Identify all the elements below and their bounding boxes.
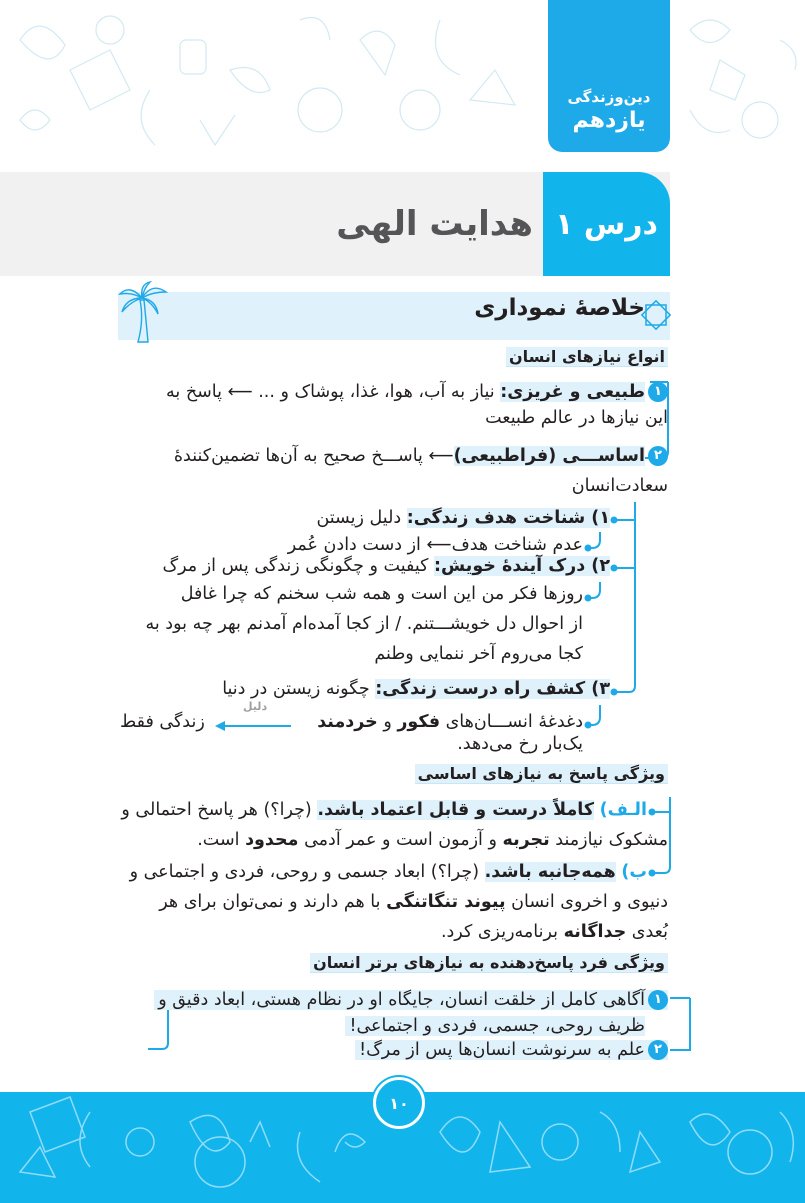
section-heading-responder-features: ویژگی فرد پاسخ‌دهنده به نیازهای برتر انسان (310, 953, 668, 973)
responder-item-1-line2: ظریف روحی، جسمی، فردی و اجتماعی! (345, 1016, 645, 1036)
text-segment: با هم دارند و نمی‌توان برای هر (159, 892, 387, 912)
responder-item-2-line1: علم به سرنوشت انسان‌ها پس از مرگ! (359, 1040, 645, 1060)
feature-b-text: (چرا؟) ابعاد جسمی و روحی، فردی و اجتماعی و (129, 862, 485, 882)
text-segment: دغدغهٔ انســـان‌های (440, 712, 583, 732)
poem-line-1: روزها فکر من این است و همه شب سخنم که چرا غافل (180, 584, 583, 604)
bold-segment: پیوند تنگاتنگی (386, 892, 506, 912)
need-item-1-line2: این نیازها در عالم طبیعت (485, 408, 668, 428)
text-segment: و (377, 712, 398, 732)
feature-a-bold: کاملاً درست و قابل اعتماد باشد. (317, 800, 595, 820)
arrow-result: زندگی فقط (120, 712, 205, 732)
sub-item-1-text: دلیل زیستن (316, 508, 407, 528)
need-item-2-text: ⟵ پاســـخ صحیح به آن‌ها تضمین‌کنندهٔ (173, 446, 454, 466)
text-segment: است. (197, 830, 246, 850)
bold-segment: فکور (397, 712, 441, 732)
sub-item-1-child: عدم شناخت هدف⟵ از دست دادن عُمر (287, 535, 583, 555)
poem-line-3: کجا می‌روم آخر ننمایی وطنم (374, 644, 583, 664)
poem-line-2: از احوال دل خویشـــتنم. / از کجا آمده‌ام آمدنم بهر چه بود به (145, 614, 583, 634)
responder-item-1-line1: آگاهی کامل از خلقت انسان، جایگاه او در نظام هستی، ابعاد دقیق و (158, 990, 645, 1010)
sub-item-2-text: کیفیت و چگونگی زندگی پس از مرگ (162, 556, 435, 576)
subject-name: دین‌وزندگی (567, 88, 651, 106)
bold-segment: جداگانه (563, 922, 627, 942)
summary-title: خلاصهٔ نموداری (474, 295, 645, 321)
sub-item-3-text: چگونه زیستن در دنیا (222, 679, 376, 699)
section-heading-needs: انواع نیازهای انسان (506, 347, 668, 367)
section-heading-answer-features: ویژگی پاسخ به نیازهای اساسی (415, 764, 668, 784)
feature-b-bold: همه‌جانبه باشد. (484, 862, 616, 882)
lesson-title: هدایت الهی (336, 204, 533, 244)
sub-item-1-label: ۱) شناخت هدف زندگی: (406, 508, 610, 528)
number-badge: ۲ (648, 446, 668, 466)
number-badge: ۲ (648, 1040, 668, 1060)
number-badge: ۱ (648, 382, 668, 402)
need-item-1-text: نیاز به آب، هوا، غذا، پوشاک و ... ⟵ پاسخ به (166, 382, 501, 402)
sub-item-3-label: ۳) کشف راه درست زندگی: (375, 679, 610, 699)
sub-item-2-label: ۲) درک آیندهٔ خویش: (434, 556, 610, 576)
arrow-label: دلیل (243, 700, 268, 713)
need-item-1-label: طبیعی و غریزی: (500, 382, 645, 402)
number-badge: ۱ (648, 990, 668, 1010)
page-number: ۱۰ (373, 1077, 425, 1129)
sub-item-3-child-line2: یک‌بار رخ می‌دهد. (457, 734, 583, 754)
text-segment: بُعدی (626, 922, 668, 942)
feature-a-label: الـف) (599, 800, 647, 820)
text-segment: برنامه‌ریزی کرد. (440, 922, 564, 942)
text-segment: و آزمون است و عمر آدمی (298, 830, 503, 850)
lesson-number: درس ۱ (543, 172, 670, 276)
grade-name: یازدهم (572, 108, 646, 133)
text-segment: دنیوی و اخروی انسان (505, 892, 668, 912)
bold-segment: محدود (245, 830, 299, 850)
need-item-2-line2: سعادت‌انسان (571, 476, 668, 496)
feature-b-label: ب) (621, 862, 647, 882)
bold-segment: تجربه (502, 830, 550, 850)
feature-a-text: (چرا؟) هر پاسخ احتمالی و (121, 800, 318, 820)
text-segment: مشکوک نیازمند (549, 830, 668, 850)
need-item-2-label: اساســـی (فراطبیعی) (453, 446, 645, 466)
bold-segment: خردمند (317, 712, 378, 732)
